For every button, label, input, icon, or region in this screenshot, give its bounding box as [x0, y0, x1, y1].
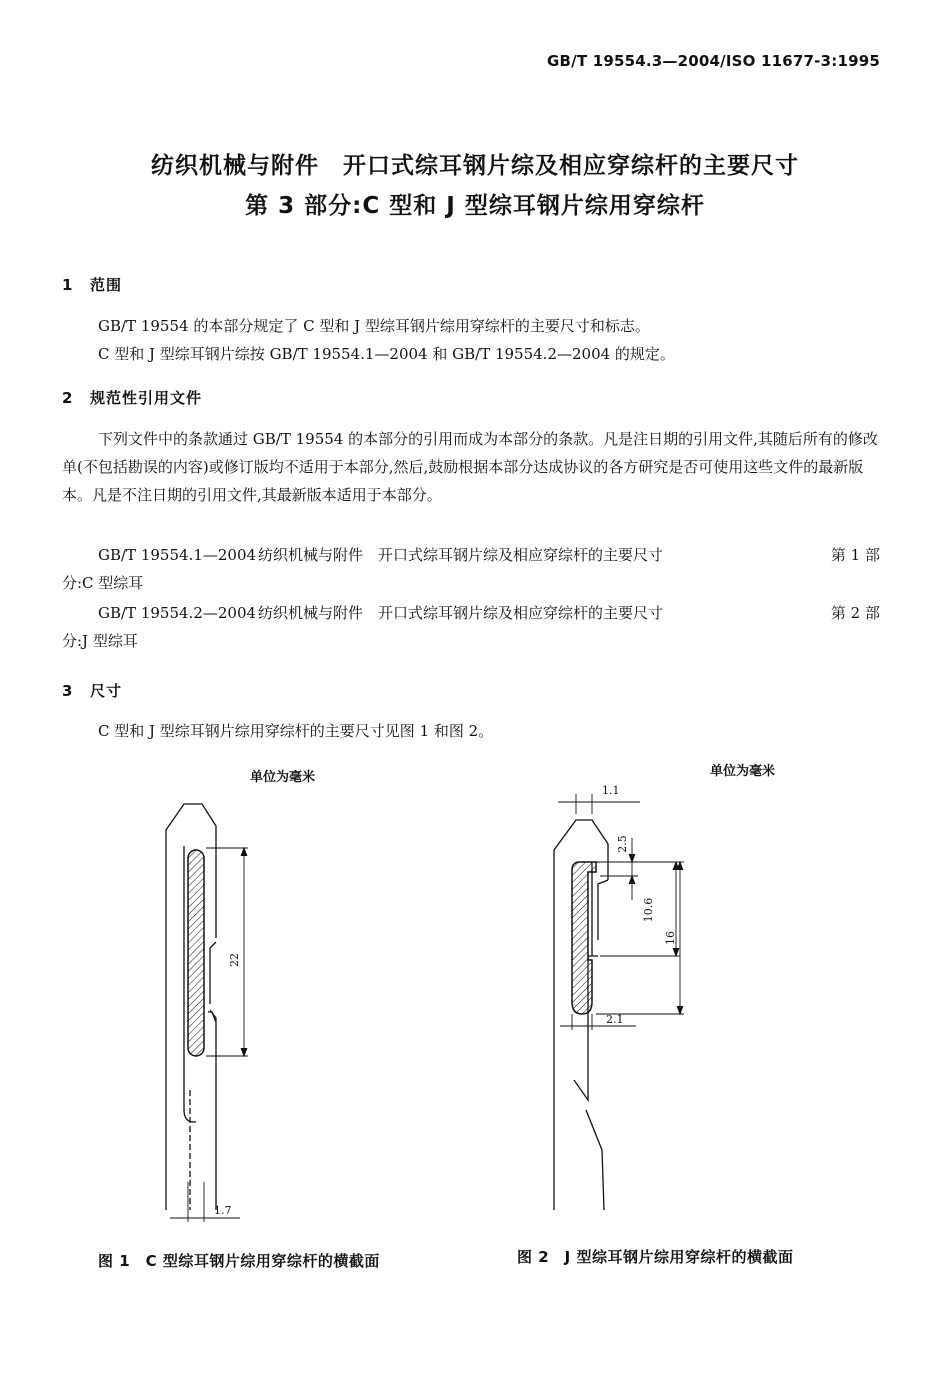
reference-2-title: 纺织机械与附件 开口式综耳钢片综及相应穿综杆的主要尺寸 — [258, 604, 664, 622]
section-1-paragraph-2: C 型和 J 型综耳钢片综按 GB/T 19554.1—2004 和 GB/T 19554.2—2004 的规定。 — [98, 345, 675, 363]
section-2-heading — [62, 387, 202, 408]
section-1-title: 范围 — [90, 276, 123, 294]
section-3-heading — [62, 680, 122, 701]
section-2-intro: 下列文件中的条款通过 GB/T 19554 的本部分的引用而成为本部分的条款。凡是注日期的引用文件,其随后所有的修改单(不包括勘误的内容)或修订版均不适用于本部分,然后,鼓励根据本部分达成协议的各方研究是否可使用这些文件的最新版本。凡是不注日期的引用文件,其最新版本适用于本部分。 — [62, 430, 878, 504]
reference-1 — [62, 541, 880, 597]
section-1-paragraph-1: GB/T 19554 的本部分规定了 C 型和 J 型综耳钢片综用穿综杆的主要尺寸和标志。 — [98, 317, 650, 335]
figure-2-dim-height: 16 — [664, 931, 677, 945]
section-3-title: 尺寸 — [90, 682, 123, 700]
section-1-heading — [62, 274, 122, 295]
figure-2-dim-hook: 2.5 — [616, 835, 629, 853]
figure-2-dim-inner: 10.6 — [642, 897, 655, 923]
reference-1-part: 第 1 部 — [830, 546, 880, 564]
figure-1-dim-height: 22 — [228, 953, 241, 967]
figure-2-drawing — [540, 780, 740, 1220]
section-1-number: 1 — [62, 276, 74, 294]
reference-1-continuation: 分:C 型综耳 — [62, 574, 144, 592]
figure-2-dim-width: 2.1 — [606, 1013, 624, 1026]
figure-1-rod — [188, 850, 204, 1056]
standard-code: GB/T 19554.3—2004/ISO 11677-3:1995 — [547, 52, 880, 70]
figure-1-caption: 图 1 C 型综耳钢片综用穿综杆的横截面 — [98, 1252, 380, 1270]
figure-2-dim-top: 1.1 — [602, 784, 620, 797]
title-line-2: 第 3 部分:C 型和 J 型综耳钢片综用穿综杆 — [245, 193, 705, 219]
figure-2-caption: 图 2 J 型综耳钢片综用穿综杆的横截面 — [517, 1248, 794, 1266]
section-2-title: 规范性引用文件 — [90, 389, 203, 407]
title-line-1: 纺织机械与附件 开口式综耳钢片综及相应穿综杆的主要尺寸 — [151, 153, 799, 179]
figure-2-unit: 单位为毫米 — [710, 764, 776, 779]
figure-1-dim-width: 1.7 — [214, 1204, 232, 1217]
figure-1-unit: 单位为毫米 — [250, 770, 316, 785]
reference-1-title: 纺织机械与附件 开口式综耳钢片综及相应穿综杆的主要尺寸 — [258, 546, 664, 564]
figure-1-drawing — [150, 790, 330, 1230]
reference-2-continuation: 分:J 型综耳 — [62, 632, 138, 650]
reference-2-code: GB/T 19554.2—2004 — [98, 604, 257, 622]
section-2-number: 2 — [62, 389, 74, 407]
section-3-paragraph-1: C 型和 J 型综耳钢片综用穿综杆的主要尺寸见图 1 和图 2。 — [98, 722, 494, 740]
reference-2-part: 第 2 部 — [830, 604, 880, 622]
reference-2 — [62, 599, 880, 655]
reference-1-code: GB/T 19554.1—2004 — [98, 546, 257, 564]
section-3-number: 3 — [62, 682, 74, 700]
